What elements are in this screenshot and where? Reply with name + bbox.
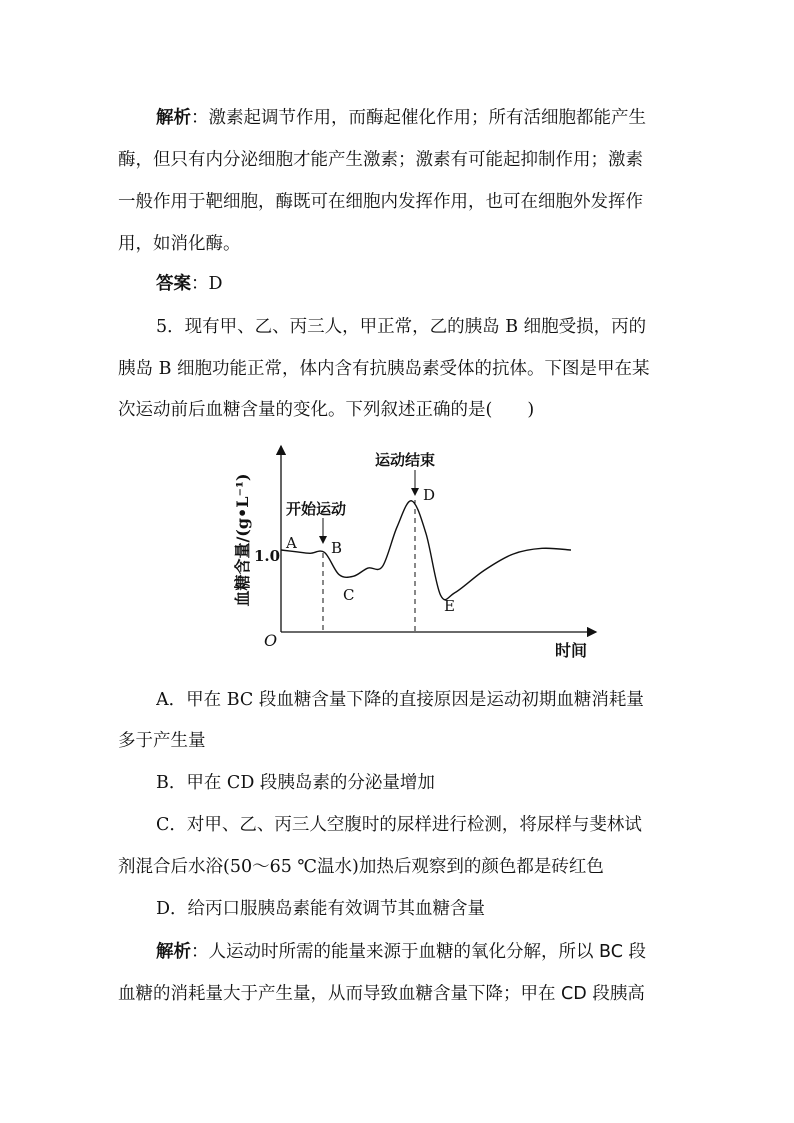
analysis-line-3: 一般作用于靶细胞，酶既可在细胞内发挥作用，也可在细胞外发挥作 (118, 192, 643, 212)
point-label-e: E (444, 597, 455, 615)
option-a-line-2: 多于产生量 (118, 731, 206, 751)
option-b: B．甲在 CD 段胰岛素的分泌量增加 (156, 773, 435, 793)
option-a-line-1: A．甲在 BC 段血糖含量下降的直接原因是运动初期血糖消耗量 (156, 690, 644, 710)
analysis-line-2: 酶，但只有内分泌细胞才能产生激素；激素有可能起抑制作用；激素 (118, 150, 643, 170)
annotation-start: 开始运动 (286, 500, 347, 518)
point-label-b: B (331, 539, 343, 557)
y-axis-label: 血糖含量/(g•L⁻¹) (233, 473, 252, 607)
annotation-end: 运动结束 (375, 451, 436, 469)
origin-label: O (264, 631, 278, 650)
analysis-line-4: 用，如消化酶。 (118, 234, 241, 254)
blood-sugar-chart (228, 440, 608, 665)
option-d: D．给丙口服胰岛素能有效调节其血糖含量 (156, 899, 486, 919)
point-label-c: C (343, 586, 355, 604)
analysis2-label: 解析 (156, 942, 191, 962)
question-line-3: 次运动前后血糖含量的变化。下列叙述正确的是( ) (118, 400, 535, 420)
option-c-line-1: C．对甲、乙、丙三人空腹时的尿样进行检测，将尿样与斐林试 (156, 815, 642, 835)
point-label-a: A (286, 534, 297, 552)
option-c-line-2: 剂混合后水浴(50～65 ℃温水)加热后观察到的颜色都是砖红色 (118, 857, 604, 877)
answer-label: 答案 (156, 274, 191, 294)
point-label-d: D (423, 486, 436, 504)
question-line-2: 胰岛 B 细胞功能正常，体内含有抗胰岛素受体的抗体。下图是甲在某 (118, 359, 650, 379)
analysis-label: 解析 (156, 108, 191, 128)
y-tick-label: 1.0 (254, 547, 281, 565)
analysis-line-1: 解析：激素起调节作用，而酶起催化作用；所有活细胞都能产生 (156, 108, 646, 128)
analysis2-line-1: 解析：人运动时所需的能量来源于血糖的氧化分解，所以 BC 段 (156, 942, 647, 962)
answer-value: ：D (191, 274, 223, 294)
answer-line (156, 272, 683, 296)
analysis2-line-2: 血糖的消耗量大于产生量，从而导致血糖含量下降；甲在 CD 段胰高 (118, 984, 645, 1004)
question-line-1: 5．现有甲、乙、丙三人，甲正常，乙的胰岛 B 细胞受损，丙的 (156, 317, 647, 337)
x-axis-label: 时间 (555, 641, 588, 660)
